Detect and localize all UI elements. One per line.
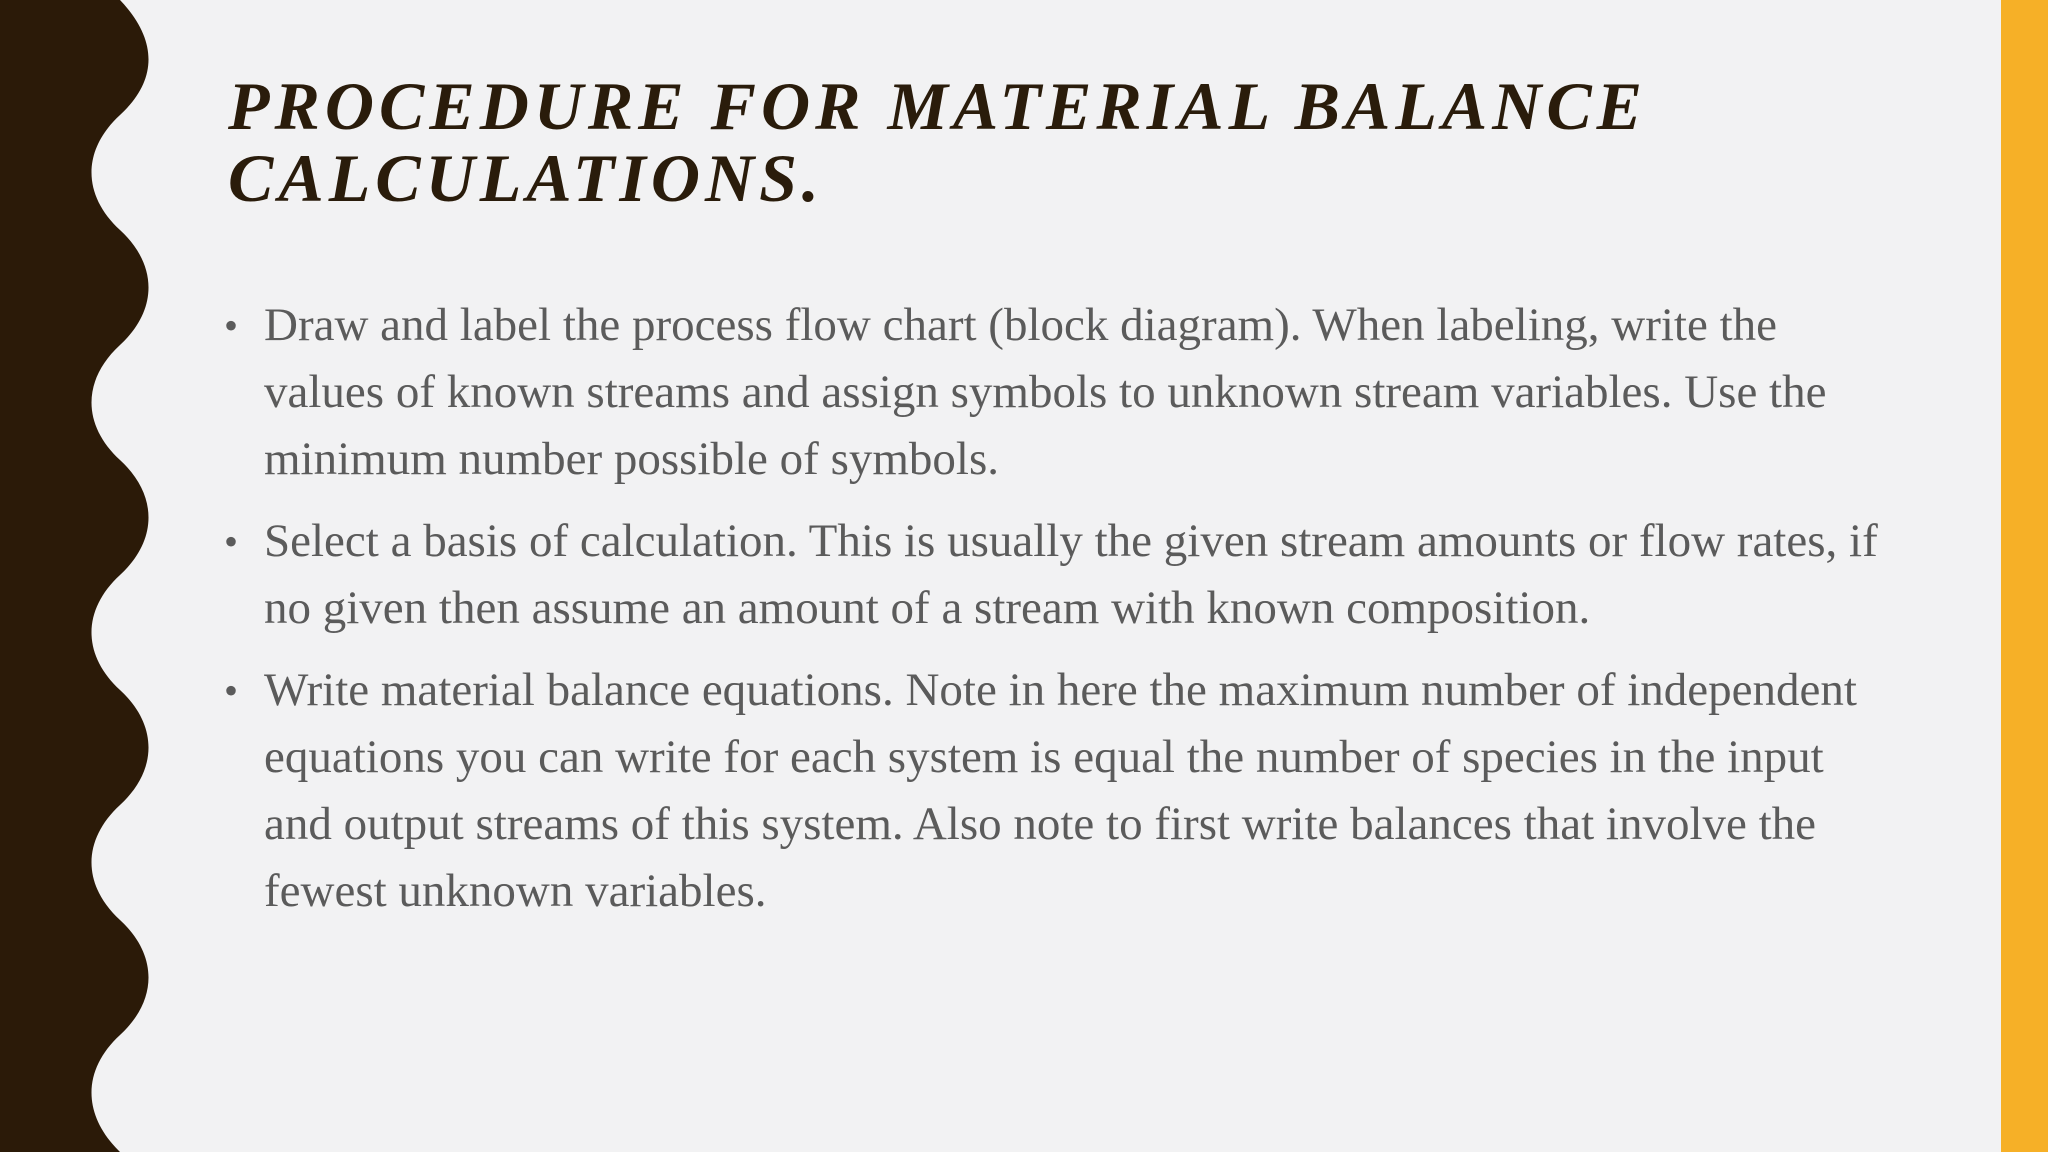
bullet-text: Draw and label the process flow chart (block diagram). When labeling, write the values of known streams and assign symbols to unknown stream variables. Use the minimum number possible of symbols. (264, 299, 1827, 485)
bullet-item (222, 657, 1882, 925)
bullet-item (222, 508, 1882, 642)
left-wave-band (0, 0, 160, 1152)
bullet-marker: • (224, 519, 239, 564)
bullet-item (222, 292, 1882, 493)
wave-band-shape (0, 0, 149, 1152)
slide-title: PROCEDURE FOR MATERIAL BALANCE CALCULATIONS. (228, 68, 1648, 216)
bullet-marker: • (224, 668, 239, 713)
bullet-text: Write material balance equations. Note in here the maximum number of independent equations you can write for each system is equal the number of species in the input and output streams of this system. Also note to first write balances that involve the fewest unknown variables. (264, 664, 1857, 917)
bullet-text: Select a basis of calculation. This is usually the given stream amounts or flow rates, if no given then assume an amount of a stream with known composition. (264, 515, 1878, 634)
bullet-marker: • (224, 303, 239, 348)
right-accent-bar (2001, 0, 2048, 1152)
bullet-list (222, 292, 1882, 940)
